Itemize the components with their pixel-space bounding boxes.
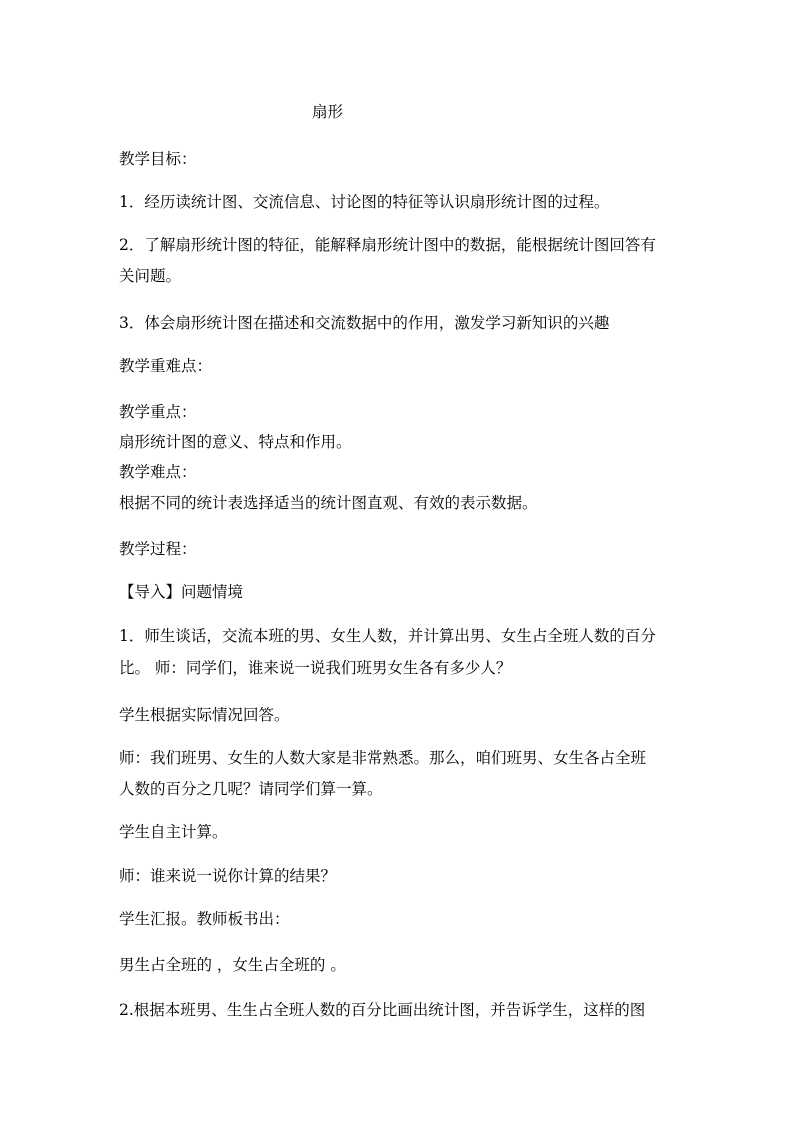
teacher-1-line-2: 人数的百分之几呢？请同学们算一算。 — [119, 780, 383, 798]
student-answer: 学生根据实际情况回答。 — [119, 706, 290, 724]
step1-line-2: 比。 师：同学们，谁来说一说我们班男女生各有多少人？ — [119, 659, 512, 677]
key-point-label: 教学重点： — [119, 403, 197, 421]
difficulty-label: 教学难点： — [119, 463, 197, 481]
key-point-text: 扇形统计图的意义、特点和作用。 — [119, 433, 352, 451]
teacher-1-line-1: 师：我们班男、女生的人数大家是非常熟悉。那么，咱们班男、女生各占全班 — [119, 749, 647, 767]
key-heading: 教学重难点： — [119, 357, 213, 375]
student-calc: 学生自主计算。 — [119, 823, 228, 841]
teacher-2: 师：谁来说一说你计算的结果？ — [119, 867, 337, 885]
intro-heading: 【导入】问题情境 — [119, 583, 244, 601]
goal-item-2-line-2: 关问题。 — [119, 267, 182, 285]
difficulty-text: 根据不同的统计表选择适当的统计图直观、有效的表示数据。 — [119, 494, 538, 512]
step2-line-1: 2.根据本班男、生生占全班人数的百分比画出统计图，并告诉学生，这样的图 — [119, 1001, 646, 1019]
student-report: 学生汇报。教师板书出： — [119, 910, 290, 928]
goal-heading: 教学目标： — [119, 150, 197, 168]
goal-item-1: 1．经历读统计图、交流信息、讨论图的特征等认识扇形统计图的过程。 — [119, 193, 610, 211]
step1-line-1: 1．师生谈话，交流本班的男、女生人数，并计算出男、女生占全班人数的百分 — [119, 627, 656, 645]
goal-item-2-line-1: 2．了解扇形统计图的特征，能解释扇形统计图中的数据，能根据统计图回答有 — [119, 236, 656, 254]
process-heading: 教学过程： — [119, 540, 197, 558]
goal-item-3: 3．体会扇形统计图在描述和交流数据中的作用，激发学习新知识的兴趣 — [119, 314, 610, 332]
doc-title: 扇形 — [312, 103, 344, 121]
board-line: 男生占全班的 ，女生占全班的 。 — [119, 956, 346, 974]
